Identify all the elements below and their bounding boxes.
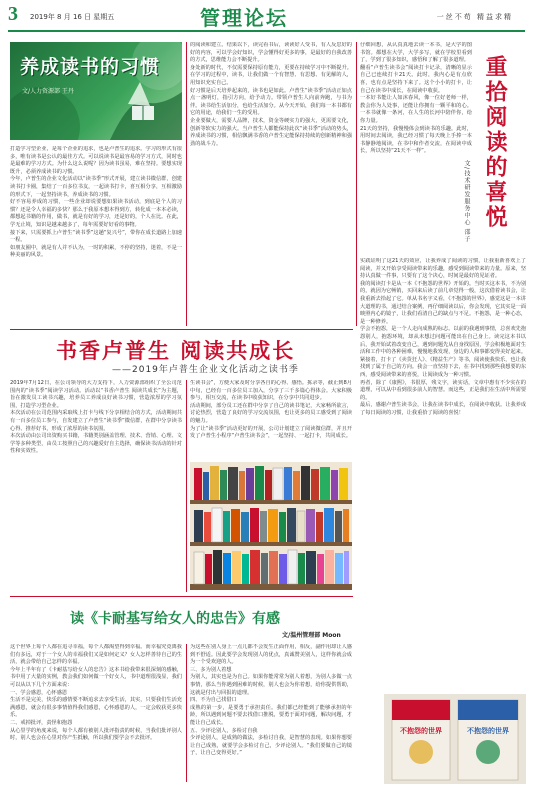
side-article-byline: 文/技术研发服务中心 邵子 bbox=[463, 160, 470, 243]
article1-column-3: 仔细回想，从认真真地去读一本书，是大学的图书馆。都想在大学，大学多写，就在学校里看到了，学到了很多知识，感悟和了解了很多道理。 翻看“卢普生读书会”阅读打卡记录，清晰的显示自己已连续打卡21天。此时，我内心是有点欣喜，也有点是坚持下来了。这个小小的打卡，让自己在读书中成长，在阅读中收获。 一本好书能让人如沐春风，像一位好老师一样，教会你为人处事，还能让你拥有一颗平和的心。一本书就像一条河，在人生的长河中陪伴你，给你力量。 21天的坚持，我慢慢体会到读书的乐趣。此时，用时间去阅读，我已经习惯了每天晚上手捧一本书静静地阅读，在书中和作者交流，在阅读中成长，所以坚持“21天不一样”。 bbox=[360, 42, 472, 155]
column-divider bbox=[186, 42, 187, 326]
article1-title: 养成读书的习惯 bbox=[20, 56, 161, 78]
article1-column-2: 的阅读和建立。结果以下，读完看书后，读读好人受书，有人反思好的好的内容，可以学会好知识，学会懂得好更多的事，是最好的自我改善的方式，思维能力会不断提升。 身处新的时代，不仅需要保持原有能力，更要在持续学习中不断提升。在学习的过程中，读书，让我们做一个有智慧、有思想、有见解的人，用知识充实自己。 好习惯是后天培养起来的，读书也是如此。卢普生“读书季”活动正如点点一盏明灯，指引方向，给予动力。带领卢普生人向前奔跑，与书为伴。读书给生活加分，也给生活加分。从今天开始，我们每一本书都有它的用途，给我们一生的受用。 企业要做大，需要人品牌，技术，资金等硬实力的强大，更需要文化，创新等软实力的强大。当卢普生人都能保持此次“读书季”活动的势头，养成读书的习惯，相信飘满书香的卢普生定能保持持续的创新精神和强劲的战斗力。 bbox=[190, 42, 352, 147]
section-title: 管理论坛 bbox=[200, 6, 288, 30]
header-slogan: 一丝不苟 精益求精 bbox=[436, 13, 513, 21]
article3-byline: 文/温州管理部 Moon bbox=[282, 632, 341, 639]
section-rule bbox=[10, 329, 353, 330]
bookshelf-illustration bbox=[190, 462, 352, 590]
article2-title: 书香卢普生 阅读共成长 bbox=[56, 338, 296, 363]
book-cover-2-title: 不抱怨的世界 bbox=[467, 727, 509, 735]
article1-banner-image bbox=[10, 42, 182, 140]
article2-subtitle: ——2019年卢普生企业文化活动之读书季 bbox=[112, 365, 299, 375]
column-divider bbox=[186, 380, 187, 592]
article3-title: 读《卡耐基写给女人的忠告》有感 bbox=[70, 611, 280, 627]
column-divider bbox=[186, 644, 187, 782]
section-rule bbox=[10, 596, 353, 597]
article2-column-2: 生读书会”，方便大家及时分享各自的心得、感悟。拣录等，截止到8月中旬，已经有一百多位员工加入，分享了三千多篇心得体会。大家积极参与，相互交流，在读书中收获知识，在分享中共同进步。 活动期间，部分员工还在群中分享了自己的读书笔记，大家畅所欲言，讨论热烈，营造了良好的学习交流氛围，也让更多的员工感受到了阅读的魅力。 为了让“读书季”活动更好的开展，公司计划建立了阅读微信群，并且开发了卢普生小程序“卢普生读书会”，一起坚持、一起打卡，共同成长。 bbox=[190, 380, 352, 440]
book-cover-1-title: 不抱怨的世界 bbox=[400, 727, 442, 735]
page-header bbox=[0, 0, 533, 34]
article3-column-2: 为这些在别人身上一点儿都不会发生正面作用，相反，副作用却让人感到不舒适。因此要学会发现别人的优点，真诚赞美别人，这样你就会成为一个受欢迎的人。 三、多为别人着想 为别人，其实也是为自己。如果你能常常为别人着想，为别人多做一点事情，那么当你遇到困难的时候，别人也会为你着想，给你提供帮助，这就是付出与回报的道理。 四、不为自己找借口 成熟的第一步，是要勇于承担责任。我们都已经能到了能够承担的年龄，所以遇到问题不要去找借口推脱，要勇于面对问题，解决问题，才能让自己成长。 五、少评论别人，多检讨自我 少评论别人，是成熟的做法，多检讨自我，是智慧的表现。如果你想要让自己成熟，就要学会多检讨自己，少评论别人。“我们要做自己的镜子，让自己变得更好。” bbox=[190, 644, 352, 757]
column-divider bbox=[356, 42, 357, 326]
article1-byline: 文/人力资源部 王丹 bbox=[22, 88, 74, 95]
bookshelf-photo bbox=[190, 462, 352, 590]
article1-column-1: 打造学习型企业，是每个企业的追求，也是卢普生的追求。学习的形式有很多，唯有读书是公认的最佳方式。可以说读书是最容易的学习方式，同时也是最难的学习方式。为什么这么说呢？因为读书虽易，难在坚持。要想实现既升，必须养成读书的习惯。 今年，卢普生的企业文化活动以“读书季”形式开展，建立读书微信群，创建读书打卡圈，集结了一百多位书友，一起读书打卡，喜互相分享，互相激励的形式下，一起坚持读书，养成读书的习惯。 好不容易养成的习惯，一些企业却说要想如果读书活动，到底是个人的习惯？还是令人幸福的多快？那么于我原本想本得到方，转化成一本本必读，都想起书籍的作用，做书，就是有好的学习，还是好的，个人在比。在此，学无止境，知识是越来越多了，每年需要好好看的事物。 接下来，只需要抓上卢普生“读书季”这趟“复兴号”，带你在成长道路上加速一程。 如朋友圈中，就是有人并不认为，一时的积累，不停的坚持，迷着，不是一种美丽的风景。 bbox=[10, 146, 182, 259]
header-rule bbox=[8, 30, 525, 32]
book-covers-photo bbox=[384, 694, 526, 784]
issue-date: 2019年 8 月 16 日 星期五 bbox=[30, 13, 115, 21]
side-article-title: 重拾阅读的喜悦 bbox=[482, 55, 508, 230]
page-number: 3 bbox=[8, 3, 18, 25]
side-article-body: 实践证明了这21天的效应，让我养成了阅读的习惯，让我重新喜欢上了阅读，并又开始享受阅读带来的乐趣，感受到阅读带来的力量。原来，坚持认真做一件事，只要有了这个决心，时间是最好的见证者。 我的阅读打卡是从一本《不抱怨的世界》开始的。当时买这本书，不为别的，就因为它畅销，买回来后读了前几章觉得一般，这次借着读书会，让我重新去拾起了它。单从书名字义看，《不抱怨的世界》，感觉这是一本讲大道理的书，通过结合案例，再仔细阅读以后，你会发现，它其实是一面映照内心的镜子，让我们看清自己的缺点与不足。不抱怨，是一种心态，是一种修养。 学会不抱怨，是一个人走向成熟的标志。以前的我遇到事情，总喜欢先抱怨别人，抱怨环境，却从未想过问题可能出在自己身上。读完这本书以后，我开始试着改变自己，遇到问题先从自身找原因，学会积极地面对生活和工作中的各种困难，慢慢地我发现，身边的人和事都变得美好起来。 紧接着，打卡了《卖货狂人》、《精益生产》等书，阅读使我快乐，也让我找到了属于自己的方向。我会一直坚持下去，在书中找到那些我想要的东西，感受阅读带来的喜悦，让阅读成为一种习惯。 再者，除了《康熙》，书很厚，残文字，读实话，文章中惠有不少实在的道理，可以从中看到很多前人的智慧。而这些，正是我们在生活中所需要的。 最后，感谢卢普生读书会，让我在读书中成长，在阅读中收获。让我养成了每日阅读的习惯，让我重拾了阅读的喜悦！ bbox=[360, 258, 526, 416]
article3-column-1: 这个世界上每个人都在追寻幸福，每个人都渴望得到幸福。而幸福究竟离我们有多远，对于一个女人的幸福我们又是如何定义？女人怎样善待自己的生活，就会带给自己怎样的幸福。 今年上半年有了《卡耐基写给女人的忠告》这本书给我带来很深刻的感触，书中用了大量的实例，教会我们如何做一个好女人，书中道理很浅显，我们可以从以下几个方面来说： 一、学会感恩，心怀感恩 生活不是完美，快乐的感情要不断追求去享受生活，其实，只要我们生活充满感恩，就会有很多事情值得我们感恩，心怀感恩的人，一定会收获更多快乐。 二、戒掉批评，责怪和抱怨 从心里学的角度来说，每个人都有被别人批评指责的时候，当我们批评别人时，别人也会在心里对你产生抵触，所以我们要学会不去批评。 bbox=[10, 644, 182, 742]
book-covers-illustration bbox=[384, 694, 526, 784]
article2-column-1: 2019年7月12日，在公司领导的大力支持下，人力资源部组织了全公司范围内的“读书季”阅读学习活动。活动以“书香卢普生 阅读共成长”为主题，旨在激发员工读书兴趣，培养员工养成良好读书习惯，营造浓厚的学习氛围，打造学习型企业。 本次活动在公司范围内采取线上打卡与线下分享相结合的方式，活动期间共有一百多位员工参与，自发建立了卢普生“读书季”微信群，在群中分享读书心得、推荐好书，形成了浓厚的读书氛围。 本次活动由公司出资购买书籍，书籍类别涵盖管理、技术、营销、心理、文学等多种类型，由员工按照自己的兴趣爱好自主选择，确保读书活动的针对性和实效性。 bbox=[10, 380, 182, 455]
